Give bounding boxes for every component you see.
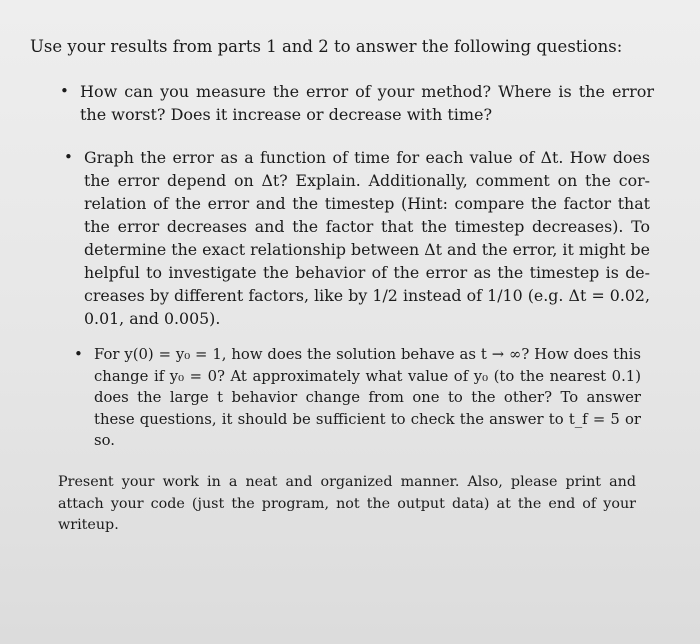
question-bullet-1 (60, 80, 654, 126)
bullet-marker: • (60, 82, 69, 100)
question-text-1: How can you measure the error of your method? Where is the error the worst? Does it increase or decrease with time? (80, 82, 654, 124)
question-text-3: For y(0) = y₀ = 1, how does the solution behave as t → ∞? How does this change if y₀ = 0? At approximately what value of y₀ (to the nearest 0.1) does the large t behavior change from one to the other? To answer these questions, it should be sufficient to check the answer to t_f = 5 or so. (94, 346, 641, 449)
question-text-2: Graph the error as a function of time for each value of Δt. How does the error depend on Δt? Explain. Additionally, comment on the cor-relation of the error and the timestep (Hint: compare the factor that the error decreases and the factor that the timestep decreases). To determine the exact relationship between Δt and the error, it might be helpful to investigate the behavior of the error as the timestep is de-creases by different factors, like by 1/2 instead of 1/10 (e.g. Δt = 0.02, 0.01, and 0.005). (84, 148, 650, 328)
question-bullet-3 (74, 344, 641, 452)
bullet-marker: • (74, 345, 83, 363)
closing-paragraph: Present your work in a neat and organized manner. Also, please print and attach your code (just the program, not the output data) at the end of your writeup. (58, 474, 636, 533)
bullet-marker: • (64, 148, 73, 166)
question-bullet-2 (64, 146, 650, 330)
intro-text: Use your results from parts 1 and 2 to answer the following questions: (30, 37, 623, 56)
